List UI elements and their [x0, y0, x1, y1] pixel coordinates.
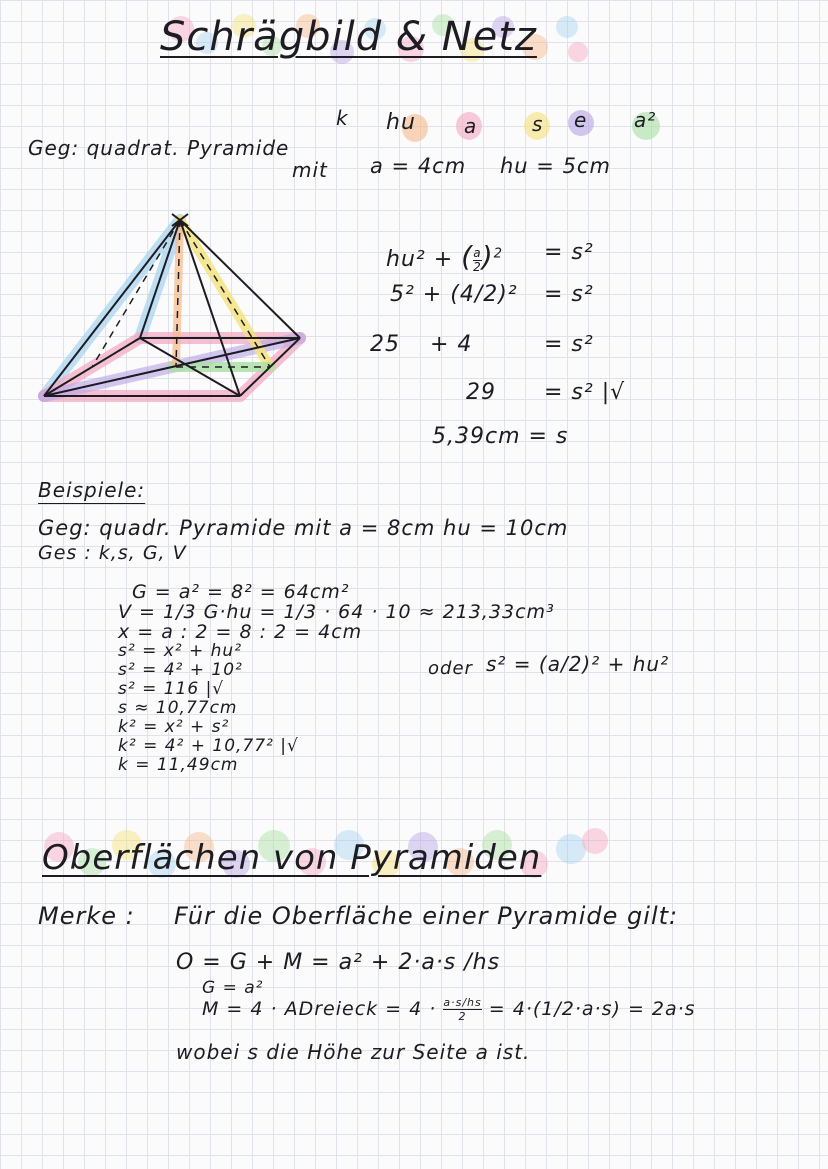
- calc1-line1-right: = s²: [544, 240, 594, 265]
- given1-line2: mit: [292, 158, 328, 182]
- beispiele-calc-list: [118, 581, 555, 775]
- calc1-line4-left: 29: [466, 380, 496, 405]
- beispiele-ges: Ges : k,s, G, V: [38, 542, 187, 564]
- calc1-line1-left: hu² + ( $\frac{a}{2}$ )$^2$: [386, 240, 504, 274]
- beispiele-line: s² = x² + hu²: [118, 641, 243, 661]
- beispiele-oder-formula: s² = (a/2)² + hu²: [486, 652, 670, 676]
- beispiele-geg: Geg: quadr. Pyramide mit a = 8cm hu = 10cm: [38, 516, 569, 540]
- beispiele-line: k = 11,49cm: [118, 755, 239, 775]
- surface-heading: Oberflächen von Pyramiden: [42, 838, 542, 878]
- page-title: Schrägbild & Netz: [160, 14, 537, 60]
- merke-label: Merke :: [38, 902, 135, 930]
- calc1-line4-right: = s² |√: [544, 380, 626, 405]
- formula-g: G = a²: [202, 978, 264, 998]
- legend-k: k: [336, 106, 349, 130]
- formula-m-left: M = 4 · ADreieck = 4 ·: [202, 998, 437, 1020]
- given1-line1: Geg: quadrat. Pyramide: [28, 136, 290, 160]
- legend-e: e: [574, 108, 588, 132]
- given1-a-value: a = 4cm: [370, 154, 467, 178]
- formula-m-frac-den: 2: [458, 1010, 467, 1023]
- beispiele-line: s² = 116 |√: [118, 679, 225, 699]
- calc1-frac-num: a: [473, 245, 482, 260]
- beispiele-oder-label: oder: [428, 658, 473, 679]
- legend-hu: hu: [386, 110, 416, 135]
- pyramid-sketch: [30, 208, 330, 418]
- legend-s: s: [532, 112, 544, 136]
- calc1-frac-den: 2: [473, 259, 482, 274]
- calc1-line3-a: 25: [370, 332, 400, 357]
- formula-m: [202, 996, 696, 1023]
- calc1-line3-b: + 4: [430, 332, 473, 357]
- beispiele-line: G = a² = 8² = 64cm²: [132, 581, 350, 603]
- legend-a: a: [464, 114, 478, 138]
- given1-hu-value: hu = 5cm: [500, 154, 611, 178]
- beispiele-line: k² = 4² + 10,77² |√: [118, 736, 299, 756]
- formula-o: O = G + M = a² + 2·a·s /hs: [176, 950, 501, 975]
- calc1-line1-left-text: hu² +: [386, 247, 454, 272]
- formula-m-frac-num: a·s/hs: [443, 996, 482, 1009]
- legend-a2: a²: [634, 108, 657, 132]
- beispiele-line: k² = x² + s²: [118, 717, 230, 737]
- calc1-line2-right: = s²: [544, 282, 594, 307]
- formula-m-right: = 4·(1/2·a·s) = 2a·s: [488, 998, 696, 1020]
- calc1-line2-left: 5² + (4/2)²: [390, 282, 518, 307]
- calc1-result: 5,39cm = s: [432, 424, 569, 449]
- surface-footer: wobei s die Höhe zur Seite a ist.: [176, 1040, 531, 1064]
- beispiele-line: x = a : 2 = 8 : 2 = 4cm: [118, 621, 363, 643]
- beispiele-line: V = 1/3 G·hu = 1/3 · 64 · 10 ≈ 213,33cm³: [118, 601, 555, 623]
- merke-text: Für die Oberfläche einer Pyramide gilt:: [174, 902, 679, 930]
- beispiele-line: s² = 4² + 10²: [118, 660, 243, 680]
- beispiele-heading: Beispiele:: [38, 478, 146, 502]
- beispiele-line: s ≈ 10,77cm: [118, 698, 238, 718]
- calc1-line3-right: = s²: [544, 332, 594, 357]
